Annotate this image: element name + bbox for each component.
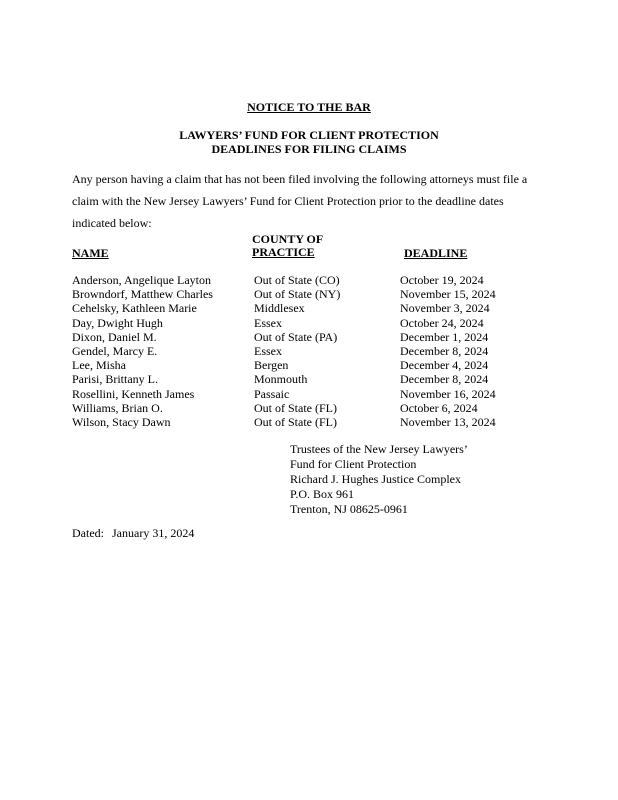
attorney-name: Dixon, Daniel M. — [72, 329, 157, 344]
dated-line — [72, 526, 194, 541]
claim-deadline: October 6, 2024 — [400, 400, 478, 415]
claim-deadline: December 1, 2024 — [400, 329, 489, 344]
county-of-practice: Out of State (FL) — [254, 400, 337, 415]
attorney-name: Cehelsky, Kathleen Marie — [72, 301, 197, 316]
subtitle-line-2: DEADLINES FOR FILING CLAIMS — [211, 142, 407, 156]
attorney-name: Anderson, Angelique Layton — [72, 273, 211, 287]
trustees-line: Richard J. Hughes Justice Complex — [290, 472, 461, 486]
claim-deadline: December 8, 2024 — [400, 372, 489, 387]
claim-deadline: November 13, 2024 — [400, 414, 496, 429]
county-of-practice: Out of State (CO) — [254, 273, 340, 287]
attorney-name: Browndorf, Matthew Charles — [72, 287, 213, 302]
claim-deadline: October 24, 2024 — [400, 315, 484, 330]
dated-label: Dated: — [72, 526, 104, 540]
page-title: NOTICE TO THE BAR — [247, 100, 371, 114]
county-of-practice: Out of State (PA) — [254, 329, 338, 344]
county-of-practice: Essex — [254, 315, 282, 330]
claim-deadline: November 15, 2024 — [400, 287, 496, 302]
claim-deadline: November 16, 2024 — [400, 386, 496, 401]
county-of-practice: Monmouth — [254, 372, 308, 387]
subtitle-line-1: LAWYERS’ FUND FOR CLIENT PROTECTION — [179, 128, 439, 142]
county-of-practice: Essex — [254, 343, 282, 358]
column-header-county — [252, 233, 323, 259]
attorney-name: Wilson, Stacy Dawn — [72, 414, 171, 429]
claim-deadline: November 3, 2024 — [400, 301, 490, 316]
claim-deadline: December 8, 2024 — [400, 343, 489, 358]
trustees-line: Fund for Client Protection — [290, 457, 417, 471]
column-header-name: NAME — [72, 246, 109, 260]
county-of-practice: Passaic — [254, 386, 290, 401]
trustees-line: Trustees of the New Jersey Lawyers’ — [290, 442, 468, 456]
county-of-practice: Out of State (NY) — [254, 287, 341, 302]
dated-value: January 31, 2024 — [112, 526, 195, 540]
column-header-deadline: DEADLINE — [404, 246, 468, 260]
attorney-name: Williams, Brian O. — [72, 400, 163, 415]
attorney-name: Rosellini, Kenneth James — [72, 386, 195, 401]
attorney-name: Day, Dwight Hugh — [72, 315, 163, 330]
county-of-practice: Out of State (FL) — [254, 414, 337, 429]
column-header-county-line1: COUNTY OF — [252, 232, 324, 246]
county-of-practice: Middlesex — [254, 301, 305, 316]
attorney-name: Lee, Misha — [72, 358, 126, 373]
trustees-line: Trenton, NJ 08625-0961 — [290, 502, 408, 516]
trustees-line: P.O. Box 961 — [290, 487, 355, 501]
claim-deadline: October 19, 2024 — [400, 273, 484, 287]
attorney-name: Gendel, Marcy E. — [72, 343, 158, 358]
intro-paragraph: Any person having a claim that has not been filed involving the following attorneys must file a claim with the New Jersey Lawyers’ Fund for Client Protection prior to the deadline dates indicated below: — [72, 172, 528, 230]
attorney-name: Parisi, Brittany L. — [72, 372, 158, 387]
column-header-county-line2: PRACTICE — [252, 245, 315, 259]
trustees-address-block — [290, 442, 468, 517]
claim-deadline: December 4, 2024 — [400, 358, 489, 373]
county-of-practice: Bergen — [254, 358, 289, 373]
